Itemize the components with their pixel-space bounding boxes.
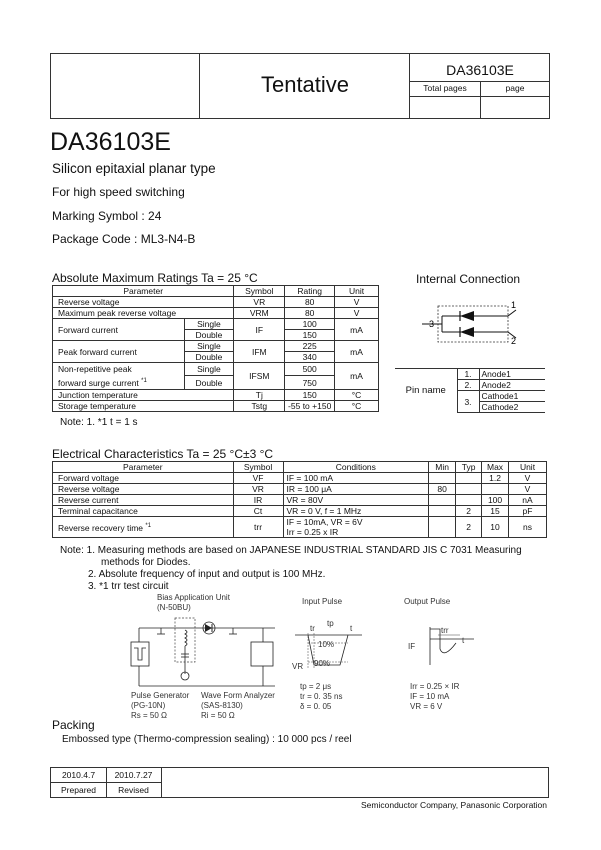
note-2: 2. Absolute frequency of input and output is 100 MHz. [88, 569, 326, 580]
bias-unit-label: Bias Application Unit [157, 593, 230, 602]
inductor-icon [185, 630, 187, 646]
footer-box [50, 767, 549, 798]
diode2-icon [460, 327, 474, 337]
part-title: DA36103E [50, 128, 171, 156]
input-pulse-label: Input Pulse [302, 597, 343, 606]
pulse-generator-box [131, 642, 149, 666]
pin1-lead [508, 310, 516, 316]
table-row: Non-repetitive peak forward surge current $^{*1}$ Single IFSM 500 mA [53, 363, 379, 376]
header-right-cell [409, 54, 550, 118]
header-status: Tentative [260, 72, 350, 97]
table-row: Storage temperature Tstg -55 to +150 °C [53, 400, 379, 411]
table-row: 2. Anode2 [395, 380, 545, 391]
table-row: Forward voltage VF IF = 100 mA 1.2 V [53, 473, 547, 484]
pulse-icon [134, 648, 146, 660]
page-label: page [505, 83, 525, 93]
table-row: Double 750 [53, 376, 379, 389]
internal-connection-diagram [420, 298, 530, 350]
note-1-cont: methods for Diodes. [101, 557, 191, 568]
total-pages-label: Total pages [423, 83, 467, 93]
input-duty: δ = 0. 05 [300, 702, 332, 711]
svg-text:t: t [350, 624, 353, 633]
output-if: IF = 10 mA [410, 692, 450, 701]
pulse-gen-rs: Rs = 50 Ω [131, 711, 167, 720]
svg-text:t: t [462, 636, 465, 645]
col-header: Parameter [53, 286, 234, 297]
svg-text:10%: 10% [318, 640, 335, 649]
output-pulse-diagram [400, 593, 510, 718]
trr-test-circuit [125, 590, 290, 725]
table-row: Reverse voltage VR 80 V [53, 297, 379, 308]
table-row: Maximum peak reverse voltage VRM 80 V [53, 308, 379, 319]
pin2-label: 2 [511, 336, 517, 346]
analyzer-box [251, 642, 273, 666]
analyzer-label: Wave Form Analyzer [201, 691, 275, 700]
abs-max-note: Note: 1. *1 t = 1 s [60, 417, 138, 428]
footer-company: Semiconductor Company, Panasonic Corporation [361, 800, 547, 810]
packing-heading: Packing [52, 718, 95, 732]
pin3-label: 3 [429, 319, 435, 329]
output-pulse-label: Output Pulse [404, 597, 451, 606]
pin-table [395, 368, 545, 413]
pin-name-label: Pin name [395, 369, 457, 413]
table-row: Double 340 [53, 352, 379, 363]
table-row: Forward current Single IF 100 mA [53, 319, 379, 330]
table-row: Junction temperature Tj 150 °C [53, 389, 379, 400]
package-code: Package Code : ML3-N4-B [52, 232, 196, 246]
elec-heading: Electrical Characteristics Ta = 25 °C±3 °C [52, 447, 274, 461]
footer-revised-label: Revised [118, 785, 149, 795]
table-row: Reverse current IR VR = 80V 100 nA [53, 495, 547, 506]
output-irr: Irr = 0.25 × IR [410, 682, 460, 691]
diode1-icon [460, 311, 474, 321]
analyzer-ri: Ri = 50 Ω [201, 711, 235, 720]
svg-text:90%: 90% [314, 659, 331, 668]
table-header-row: Parameter Symbol Conditions Min Typ Max Unit [53, 462, 547, 473]
output-vr: VR = 6 V [410, 702, 443, 711]
abs-max-table [52, 285, 379, 412]
col-header: Unit [335, 286, 379, 297]
note-1: Note: 1. Measuring methods are based on JAPANESE INDUSTRIAL STANDARD JIS C 7031 Measuring [60, 545, 522, 556]
footer-date-revised: 2010.7.27 [114, 770, 153, 780]
table-row: Cathode2 [395, 402, 545, 413]
input-tr: tr = 0. 35 ns [300, 692, 343, 701]
svg-text:tr: tr [310, 624, 315, 633]
application: For high speed switching [52, 185, 185, 199]
svg-text:VR: VR [292, 662, 304, 671]
part-type: Silicon epitaxial planar type [52, 161, 216, 176]
input-pulse-diagram [290, 593, 390, 718]
pulse-gen-label: Pulse Generator [131, 691, 190, 700]
table-row: Double 150 [53, 330, 379, 341]
table-row: Reverse voltage VR IR = 100 μA 80 V [53, 484, 547, 495]
col-header: Rating [285, 286, 335, 297]
col-header: Symbol [234, 286, 285, 297]
bias-unit-model: (N-50BU) [157, 603, 191, 612]
internal-connection-heading: Internal Connection [416, 272, 521, 286]
input-tp: tp = 2 μs [300, 682, 332, 691]
table-row: 3. Cathode1 [395, 391, 545, 402]
svg-text:trr: trr [441, 626, 449, 635]
footer-prepared-label: Prepared [61, 785, 96, 795]
dut-diode-icon [205, 624, 212, 632]
pulse-gen-model: (PG-10N) [131, 701, 166, 710]
note-3: 3. *1 trr test circuit [88, 581, 169, 592]
header-part-number: DA36103E [446, 62, 514, 78]
table-row: Terminal capacitance Ct VR = 0 V, f = 1 MHz 2 15 pF [53, 506, 547, 517]
marking-symbol: Marking Symbol : 24 [52, 209, 162, 223]
abs-max-heading: Absolute Maximum Ratings Ta = 25 °C [52, 271, 258, 285]
table-row: Reverse recovery time $^{*1}$ trr IF = 10mA, VR = 6V Irr = 0.25 x IR 2 10 ns [53, 517, 547, 538]
pin1-label: 1 [511, 300, 517, 310]
table-header-row [53, 286, 379, 297]
packing-text: Embossed type (Thermo-compression sealing) : 10 000 pcs / reel [62, 734, 352, 745]
header-box [50, 53, 550, 119]
header-left-cell [51, 54, 200, 118]
elec-table [52, 461, 547, 538]
svg-text:IF: IF [408, 642, 416, 651]
svg-text:tp: tp [327, 619, 334, 628]
footer-date-prepared: 2010.4.7 [61, 770, 96, 780]
analyzer-model: (SAS-8130) [201, 701, 243, 710]
table-row: Peak forward current Single IFM 225 mA [53, 341, 379, 352]
table-row: Pin name 1. Anode1 [395, 369, 545, 380]
